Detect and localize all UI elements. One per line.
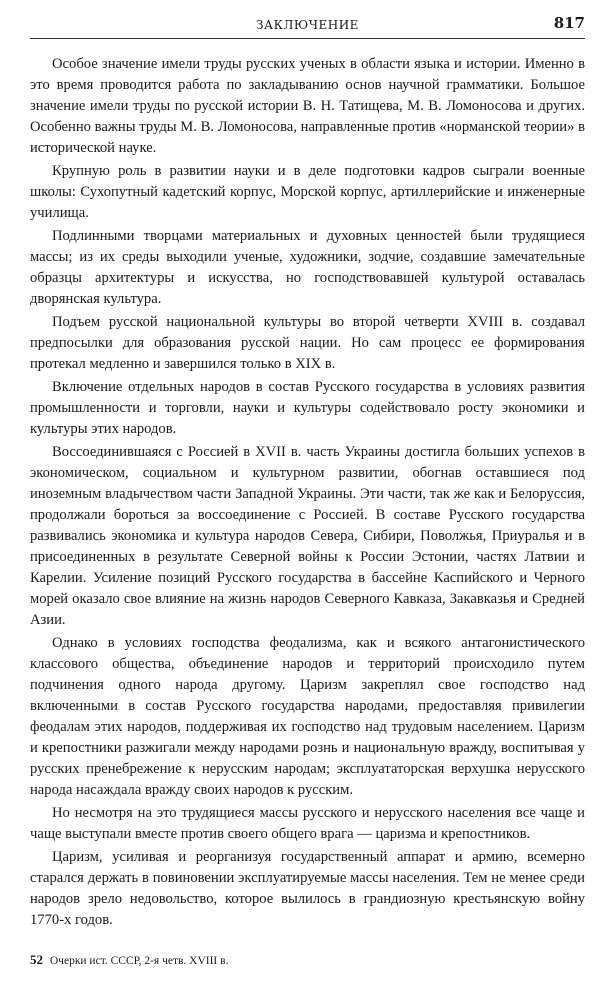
body-text xyxy=(30,54,585,933)
paragraph: Подлинными творцами материальных и духовных ценностей были трудящиеся массы; из их среды выходили ученые, художники, зодчие, создавшие замечательные образцы архитектуры и искусства, но господствовавшей культурой оставалась дворянская культура. xyxy=(30,228,585,307)
footer-text: Очерки ист. СССР, 2-я четв. XVIII в. xyxy=(49,955,229,967)
paragraph: Воссоединившаяся с Россией в XVII в. часть Украины достигла больших успехов в экономическом, социальном и культурном развитии, обогнав оставшиеся под иноземным владычеством части Западной Украины. Эти части, так же как и Белоруссия, продолжали бороться за воссоединение с Россией. В составе Русского государства развивались экономика и культура народов Севера, Сибири, Поволжья, Приуралья и в присоединенных в результате Северной войны к России Эстонии, частях Латвии и Карелии. Усиление позиций Русского государства в бассейне Каспийского и Черного морей оказало свое влияние на жизнь народов Северного Кавказа, Закавказья и Средней Азии. xyxy=(30,444,585,628)
paragraph: Но несмотря на это трудящиеся массы русского и нерусского населения все чаще и чаще выступали вместе против своего общего врага — царизма и крепостников. xyxy=(30,805,585,842)
signature-mark: 52 xyxy=(30,952,43,967)
page-footer xyxy=(30,952,585,968)
paragraph: Крупную роль в развитии науки и в деле подготовки кадров сыграли военные школы: Сухопутный кадетский корпус, Морской корпус, артиллерийские и инженерные училища. xyxy=(30,163,585,221)
running-header xyxy=(30,12,585,38)
paragraph: Включение отдельных народов в состав Русского государства в условиях развития промышленности и торговли, науки и культуры содействовало росту экономики и культуры этих народов. xyxy=(30,379,585,437)
running-header-title: ЗАКЛЮЧЕНИЕ xyxy=(256,18,359,32)
paragraph: Царизм, усиливая и реорганизуя государственный аппарат и армию, всемерно старался держать в повиновении эксплуатируемые массы населения. Тем не менее среди народов зрело недовольство, которое вылилось в грандиозную крестьянскую войну 1770-х годов. xyxy=(30,849,585,928)
paragraph: Подъем русской национальной культуры во второй четверти XVIII в. создавал предпосылки для образования русской нации. Но сам процесс ее формирования протекал медленно и завершился только в XIX в. xyxy=(30,314,585,372)
page-number: 817 xyxy=(553,14,585,32)
header-rule xyxy=(30,38,585,39)
paragraph: Особое значение имели труды русских ученых в области языка и истории. Именно в это время проводится работа по закладыванию основ научной грамматики. Большое значение имели труды по русской истории В. Н. Татищева, М. В. Ломоносова и других. Особенно важны труды М. В. Ломоносова, направленные против «норманской теории» в исторической науке. xyxy=(30,56,585,156)
paragraph: Однако в условиях господства феодализма, как и всякого антагонистического классового общества, объединение народов и территорий происходило путем подчинения одного народа другому. Царизм закреплял свое господство над включенными в состав Русского государства народами, предоставляя привилегии феодалам этих народов, поддерживая их господство над трудовым населением. Царизм и крепостники разжигали между народами рознь и национальную вражду, воспитывая у русских пренебрежение к нерусским народам; эксплуататорская верхушка нерусского народа насаждала вражду своих народов к русским. xyxy=(30,635,585,798)
